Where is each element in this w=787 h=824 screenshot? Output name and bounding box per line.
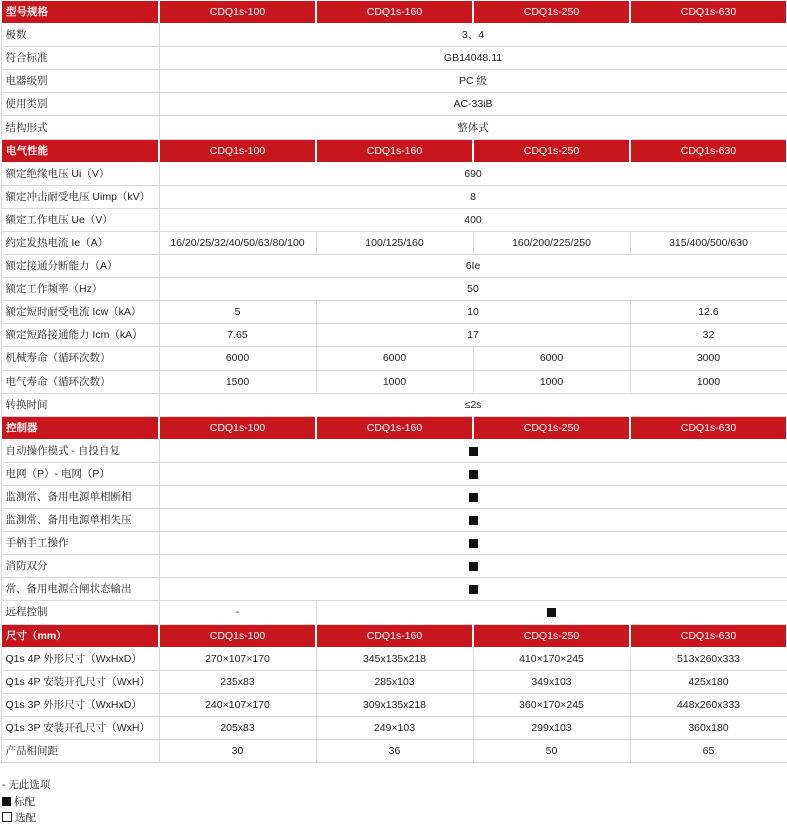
spec-value: 10	[316, 301, 630, 324]
spec-value: 235x83	[159, 670, 316, 693]
legend-none-text: - 无此选项	[2, 779, 51, 791]
spec-value: 6000	[316, 347, 473, 370]
spec-value-icon-cell	[159, 485, 787, 508]
spec-label: 使用类别	[1, 93, 159, 116]
spec-label: 符合标准	[1, 47, 159, 70]
spec-row	[1, 578, 787, 601]
spec-label: 转换时间	[1, 393, 159, 416]
spec-value: 3、4	[159, 24, 787, 47]
spec-value: 整体式	[159, 116, 787, 139]
model-column-header: CDQ1s-100	[159, 624, 316, 647]
model-column-header: CDQ1s-100	[159, 139, 316, 162]
spec-label: 监测常、备用电源单相失压	[1, 509, 159, 532]
spec-value: 12.6	[630, 301, 787, 324]
spec-row	[1, 255, 787, 278]
model-column-header: CDQ1s-630	[630, 416, 787, 439]
spec-value: -	[159, 601, 316, 624]
legend-standard-text: 标配	[14, 796, 35, 808]
section-header-row	[1, 1, 787, 24]
spec-row	[1, 439, 787, 462]
spec-value: 425x180	[630, 670, 787, 693]
spec-label: 机械寿命（循环次数）	[1, 347, 159, 370]
spec-label: 极数	[1, 24, 159, 47]
spec-value: 3000	[630, 347, 787, 370]
spec-value: PC 级	[159, 70, 787, 93]
spec-value: 299x103	[473, 716, 630, 739]
spec-row	[1, 670, 787, 693]
spec-row	[1, 116, 787, 139]
section-title: 尺寸（mm）	[1, 624, 159, 647]
filled-square-icon	[469, 447, 478, 456]
spec-label: Q1s 3P 外形尺寸（WxHxD）	[1, 693, 159, 716]
model-column-header: CDQ1s-160	[316, 416, 473, 439]
spec-row	[1, 231, 787, 254]
spec-value: 513x260x333	[630, 647, 787, 670]
spec-label: 远程控制	[1, 601, 159, 624]
spec-row	[1, 301, 787, 324]
spec-value: 1000	[630, 370, 787, 393]
spec-value: 1000	[316, 370, 473, 393]
spec-value: 285x103	[316, 670, 473, 693]
spec-label: 常、备用电源合闸状态输出	[1, 578, 159, 601]
spec-value: 345x135x218	[316, 647, 473, 670]
spec-row	[1, 693, 787, 716]
model-column-header: CDQ1s-630	[630, 139, 787, 162]
spec-value: 315/400/500/630	[630, 231, 787, 254]
filled-square-icon	[469, 539, 478, 548]
spec-label: Q1s 4P 安装开孔尺寸（WxH）	[1, 670, 159, 693]
model-column-header: CDQ1s-630	[630, 624, 787, 647]
section-header-row	[1, 624, 787, 647]
spec-row	[1, 601, 787, 624]
spec-value: 36	[316, 740, 473, 763]
spec-label: 额定接通分断能力（A）	[1, 255, 159, 278]
spec-value: 7.65	[159, 324, 316, 347]
spec-label: 电器级别	[1, 70, 159, 93]
filled-square-icon	[469, 585, 478, 594]
spec-value: 30	[159, 740, 316, 763]
spec-label: 额定冲击耐受电压 Uimp（kV）	[1, 185, 159, 208]
spec-value: 270×107×170	[159, 647, 316, 670]
spec-value: 249×103	[316, 716, 473, 739]
model-column-header: CDQ1s-250	[473, 416, 630, 439]
spec-value-icon-cell	[159, 462, 787, 485]
spec-row	[1, 324, 787, 347]
spec-row	[1, 555, 787, 578]
spec-value: 400	[159, 208, 787, 231]
spec-label: 额定短时耐受电流 Icw（kA）	[1, 301, 159, 324]
spec-value: 360×170×245	[473, 693, 630, 716]
spec-value: 5	[159, 301, 316, 324]
filled-square-icon	[2, 797, 11, 806]
spec-label: 消防双分	[1, 555, 159, 578]
spec-label: 自动操作模式 - 自投自复	[1, 439, 159, 462]
spec-table-body	[1, 1, 787, 763]
spec-value: 32	[630, 324, 787, 347]
filled-square-icon	[469, 493, 478, 502]
filled-square-icon	[469, 470, 478, 479]
spec-row	[1, 647, 787, 670]
spec-row	[1, 716, 787, 739]
spec-row	[1, 162, 787, 185]
spec-value: 6000	[159, 347, 316, 370]
empty-square-icon	[2, 812, 12, 822]
spec-value: 160/200/225/250	[473, 231, 630, 254]
spec-value-icon-cell	[159, 578, 787, 601]
model-column-header: CDQ1s-100	[159, 416, 316, 439]
spec-value: 205x83	[159, 716, 316, 739]
spec-value: 65	[630, 740, 787, 763]
spec-value: ≤2s	[159, 393, 787, 416]
spec-row	[1, 70, 787, 93]
model-column-header: CDQ1s-250	[473, 1, 630, 24]
filled-square-icon	[547, 608, 556, 617]
spec-value: 16/20/25/32/40/50/63/80/100	[159, 231, 316, 254]
spec-value-icon-cell	[159, 555, 787, 578]
spec-row	[1, 185, 787, 208]
spec-row	[1, 532, 787, 555]
legend-standard	[2, 796, 35, 808]
section-title: 电气性能	[1, 139, 159, 162]
spec-value: 17	[316, 324, 630, 347]
model-column-header: CDQ1s-250	[473, 624, 630, 647]
section-title: 型号规格	[1, 1, 159, 24]
spec-label: 额定工作电压 Ue（V）	[1, 208, 159, 231]
model-column-header: CDQ1s-160	[316, 1, 473, 24]
spec-value: 8	[159, 185, 787, 208]
spec-value-icon-cell	[159, 509, 787, 532]
spec-value: 50	[473, 740, 630, 763]
spec-value: 100/125/160	[316, 231, 473, 254]
spec-value: 1000	[473, 370, 630, 393]
spec-row	[1, 208, 787, 231]
spec-value: 50	[159, 278, 787, 301]
spec-value-icon-cell	[159, 532, 787, 555]
spec-value: 448x260x333	[630, 693, 787, 716]
spec-row	[1, 93, 787, 116]
spec-label: 约定发热电流 Ie（A）	[1, 231, 159, 254]
section-header-row	[1, 416, 787, 439]
spec-row	[1, 47, 787, 70]
spec-row	[1, 485, 787, 508]
spec-label: 监测常、备用电源单相断相	[1, 485, 159, 508]
spec-value: GB14048.11	[159, 47, 787, 70]
spec-row	[1, 278, 787, 301]
spec-label: 手柄手工操作	[1, 532, 159, 555]
spec-label: Q1s 3P 安装开孔尺寸（WxH）	[1, 716, 159, 739]
spec-label: 产品相间距	[1, 740, 159, 763]
model-column-header: CDQ1s-160	[316, 139, 473, 162]
spec-value: 309x135x218	[316, 693, 473, 716]
legend-optional-text: 选配	[15, 812, 36, 824]
spec-label: Q1s 4P 外形尺寸（WxHxD）	[1, 647, 159, 670]
spec-value-icon-cell	[316, 601, 787, 624]
spec-value: 360x180	[630, 716, 787, 739]
spec-label: 额定短路接通能力 Icm（kA）	[1, 324, 159, 347]
spec-row	[1, 347, 787, 370]
model-column-header: CDQ1s-160	[316, 624, 473, 647]
spec-label: 结构形式	[1, 116, 159, 139]
legend-none	[2, 779, 50, 791]
spec-value: 6000	[473, 347, 630, 370]
spec-value: 6Ie	[159, 255, 787, 278]
spec-label: 额定绝缘电压 Ui（V）	[1, 162, 159, 185]
spec-value-icon-cell	[159, 439, 787, 462]
spec-value: AC-33iB	[159, 93, 787, 116]
spec-label: 电气寿命（循环次数）	[1, 370, 159, 393]
spec-value: 349x103	[473, 670, 630, 693]
model-column-header: CDQ1s-630	[630, 1, 787, 24]
spec-value: 690	[159, 162, 787, 185]
model-column-header: CDQ1s-250	[473, 139, 630, 162]
spec-row	[1, 393, 787, 416]
filled-square-icon	[469, 516, 478, 525]
spec-label: 额定工作频率（Hz）	[1, 278, 159, 301]
legend-optional	[2, 812, 36, 824]
spec-value: 1500	[159, 370, 316, 393]
section-header-row	[1, 139, 787, 162]
section-title: 控制器	[1, 416, 159, 439]
spec-value: 410×170×245	[473, 647, 630, 670]
spec-row	[1, 24, 787, 47]
spec-row	[1, 509, 787, 532]
spec-value: 240×107×170	[159, 693, 316, 716]
spec-label: 电网（P）- 电网（P）	[1, 462, 159, 485]
spec-row	[1, 462, 787, 485]
spec-row	[1, 740, 787, 763]
model-column-header: CDQ1s-100	[159, 1, 316, 24]
filled-square-icon	[469, 562, 478, 571]
spec-row	[1, 370, 787, 393]
